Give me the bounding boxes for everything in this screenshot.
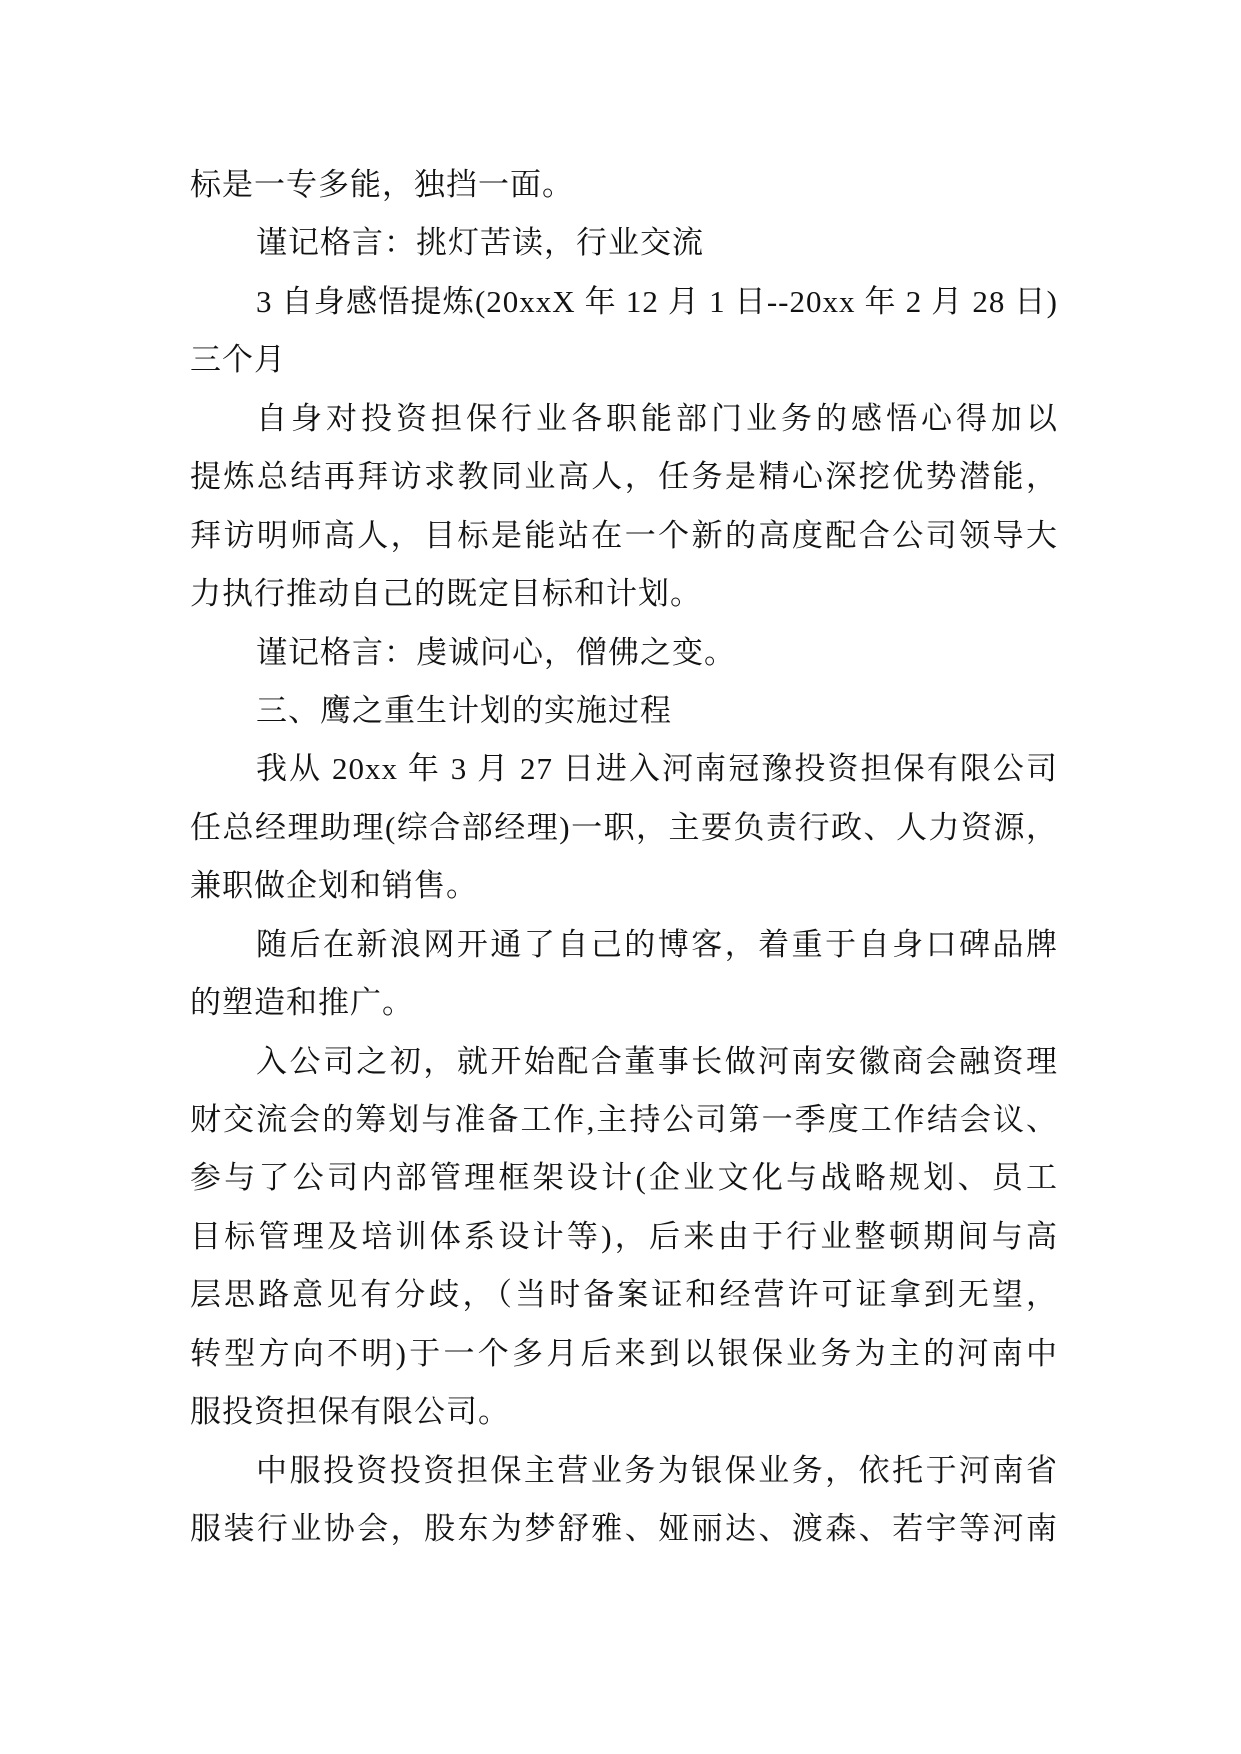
text-line: 层思路意见有分歧，（当时备案证和经营许可证拿到无望， — [190, 1277, 1058, 1313]
text-line: 标是一专多能，独挡一面。 — [190, 167, 574, 202]
text-line: 转型方向不明)于一个多月后来到以银保业务为主的河南中 — [190, 1335, 1058, 1371]
text-line: 目标管理及培训体系设计等)，后来由于行业整顿期间与高 — [190, 1218, 1058, 1254]
text-line: 入公司之初，就开始配合董事长做河南安徽商会融资理 — [256, 1043, 1058, 1079]
text-line: 兼职做企划和销售。 — [190, 868, 478, 904]
text-line: 三个月 — [190, 342, 286, 378]
text-line: 财交流会的筹划与准备工作,主持公司第一季度工作结会议、 — [190, 1102, 1058, 1137]
text-line: 任总经理助理(综合部经理)一职，主要负责行政、人力资源， — [190, 809, 1058, 845]
document-body — [190, 156, 1058, 1559]
text-line: 自身对投资担保行业各职能部门业务的感悟心得加以 — [256, 400, 1058, 436]
text-line: 谨记格言：挑灯苦读，行业交流 — [256, 225, 704, 261]
text-line: 力执行推动自己的既定目标和计划。 — [190, 576, 702, 612]
text-line: 提炼总结再拜访求教同业高人，任务是精心深挖优势潜能， — [190, 459, 1058, 495]
text-line: 拜访明师高人，目标是能站在一个新的高度配合公司领导大 — [190, 517, 1058, 553]
text-line: 的塑造和推广。 — [190, 985, 414, 1021]
text-line: 中服投资投资担保主营业务为银保业务，依托于河南省 — [256, 1452, 1058, 1488]
text-line: 我从 20xx 年 3 月 27 日进入河南冠豫投资担保有限公司 — [256, 751, 1058, 787]
text-line: 服投资担保有限公司。 — [190, 1394, 510, 1430]
text-line: 三、鹰之重生计划的实施过程 — [256, 692, 672, 728]
text-line: 参与了公司内部管理框架设计(企业文化与战略规划、员工 — [190, 1160, 1058, 1196]
text-line: 3 自身感悟提炼(20xxX 年 12 月 1 日--20xx 年 2 月 28 日) — [256, 283, 1058, 319]
text-line: 谨记格言：虔诚问心，僧佛之变。 — [256, 634, 736, 670]
text-line: 服装行业协会，股东为梦舒雅、娅丽达、渡森、若宇等河南 — [190, 1511, 1058, 1547]
text-line: 随后在新浪网开通了自己的博客，着重于自身口碑品牌 — [256, 926, 1058, 962]
